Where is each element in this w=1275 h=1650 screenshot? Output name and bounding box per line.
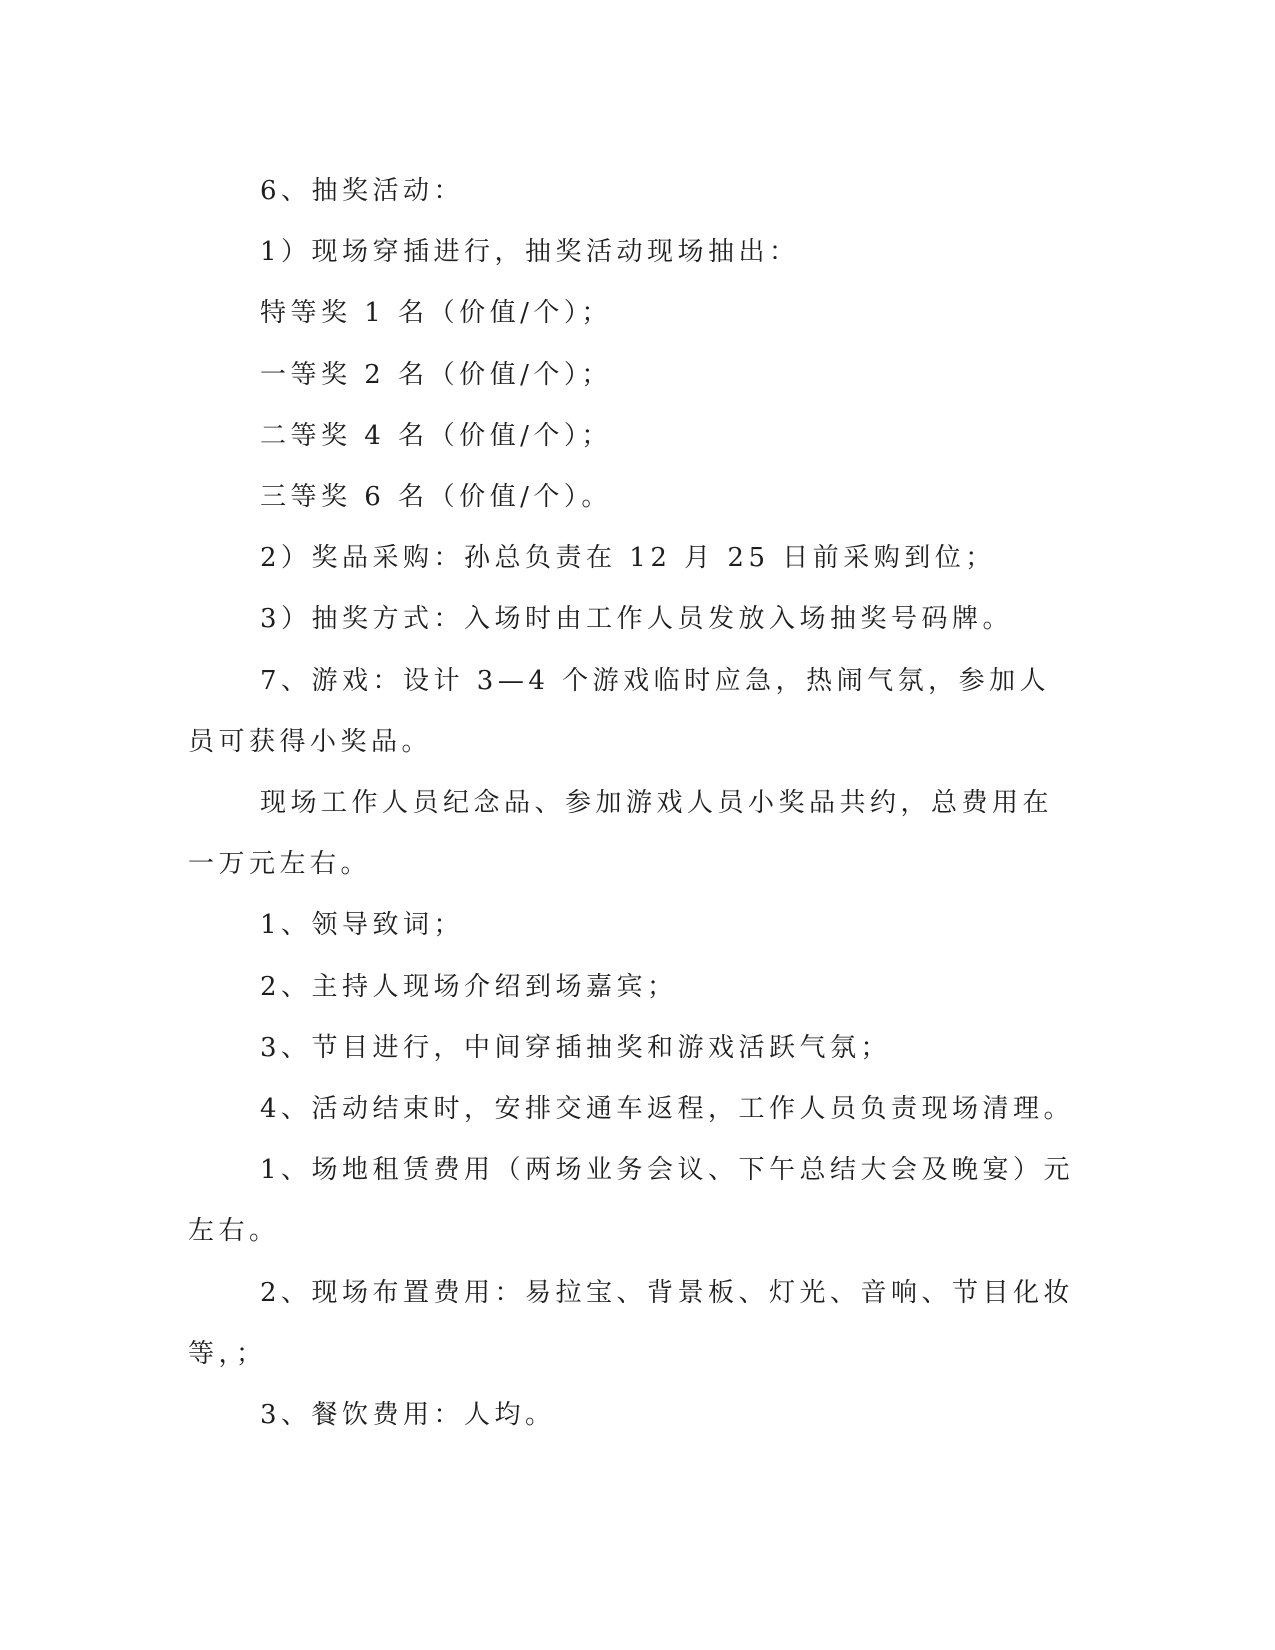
paragraph-venue-cost: 1、场地租赁费用（两场业务会议、下午总结大会及晚宴）元左右。 xyxy=(188,1155,1075,1247)
document-body xyxy=(188,161,1076,1446)
paragraph-souvenir-cost: 现场工作人员纪念品、参加游戏人员小奖品共约，总费用在一万元左右。 xyxy=(188,788,1054,880)
paragraph-program: 3、节目进行，中间穿插抽奖和游戏活跃气氛； xyxy=(260,1032,892,1063)
paragraph-lottery-heading: 6、抽奖活动： xyxy=(260,176,465,206)
paragraph-second-prize: 二等奖 4 名（价值/个）； xyxy=(260,420,612,451)
paragraph-lottery-method: 3）抽奖方式：入场时由工作人员发放入场抽奖号码牌。 xyxy=(260,604,1014,635)
paragraph-leader-speech: 1、领导致词； xyxy=(260,910,465,941)
paragraph-setup-cost: 2、现场布置费用：易拉宝、背景板、灯光、音响、节目化妆等，； xyxy=(188,1277,1075,1369)
paragraph-catering-cost: 3、餐饮费用：人均。 xyxy=(260,1400,556,1431)
paragraph-host-intro: 2、主持人现场介绍到场嘉宾； xyxy=(260,971,678,1002)
paragraph-lottery-onsite: 1）现场穿插进行，抽奖活动现场抽出： xyxy=(260,237,800,268)
paragraph-first-prize: 一等奖 2 名（价值/个）； xyxy=(260,359,612,390)
paragraph-special-prize: 特等奖 1 名（价值/个）； xyxy=(260,298,612,329)
paragraph-event-end: 4、活动结束时，安排交通车返程，工作人员负责现场清理。 xyxy=(260,1094,1075,1125)
paragraph-games: 7、游戏：设计 3—4 个游戏临时应急，热闹气氛，参加人员可获得小奖品。 xyxy=(188,665,1051,757)
paragraph-third-prize: 三等奖 6 名（价值/个）。 xyxy=(260,482,612,513)
paragraph-prize-purchase: 2）奖品采购：孙总负责在 12 月 25 日前采购到位； xyxy=(260,543,996,574)
